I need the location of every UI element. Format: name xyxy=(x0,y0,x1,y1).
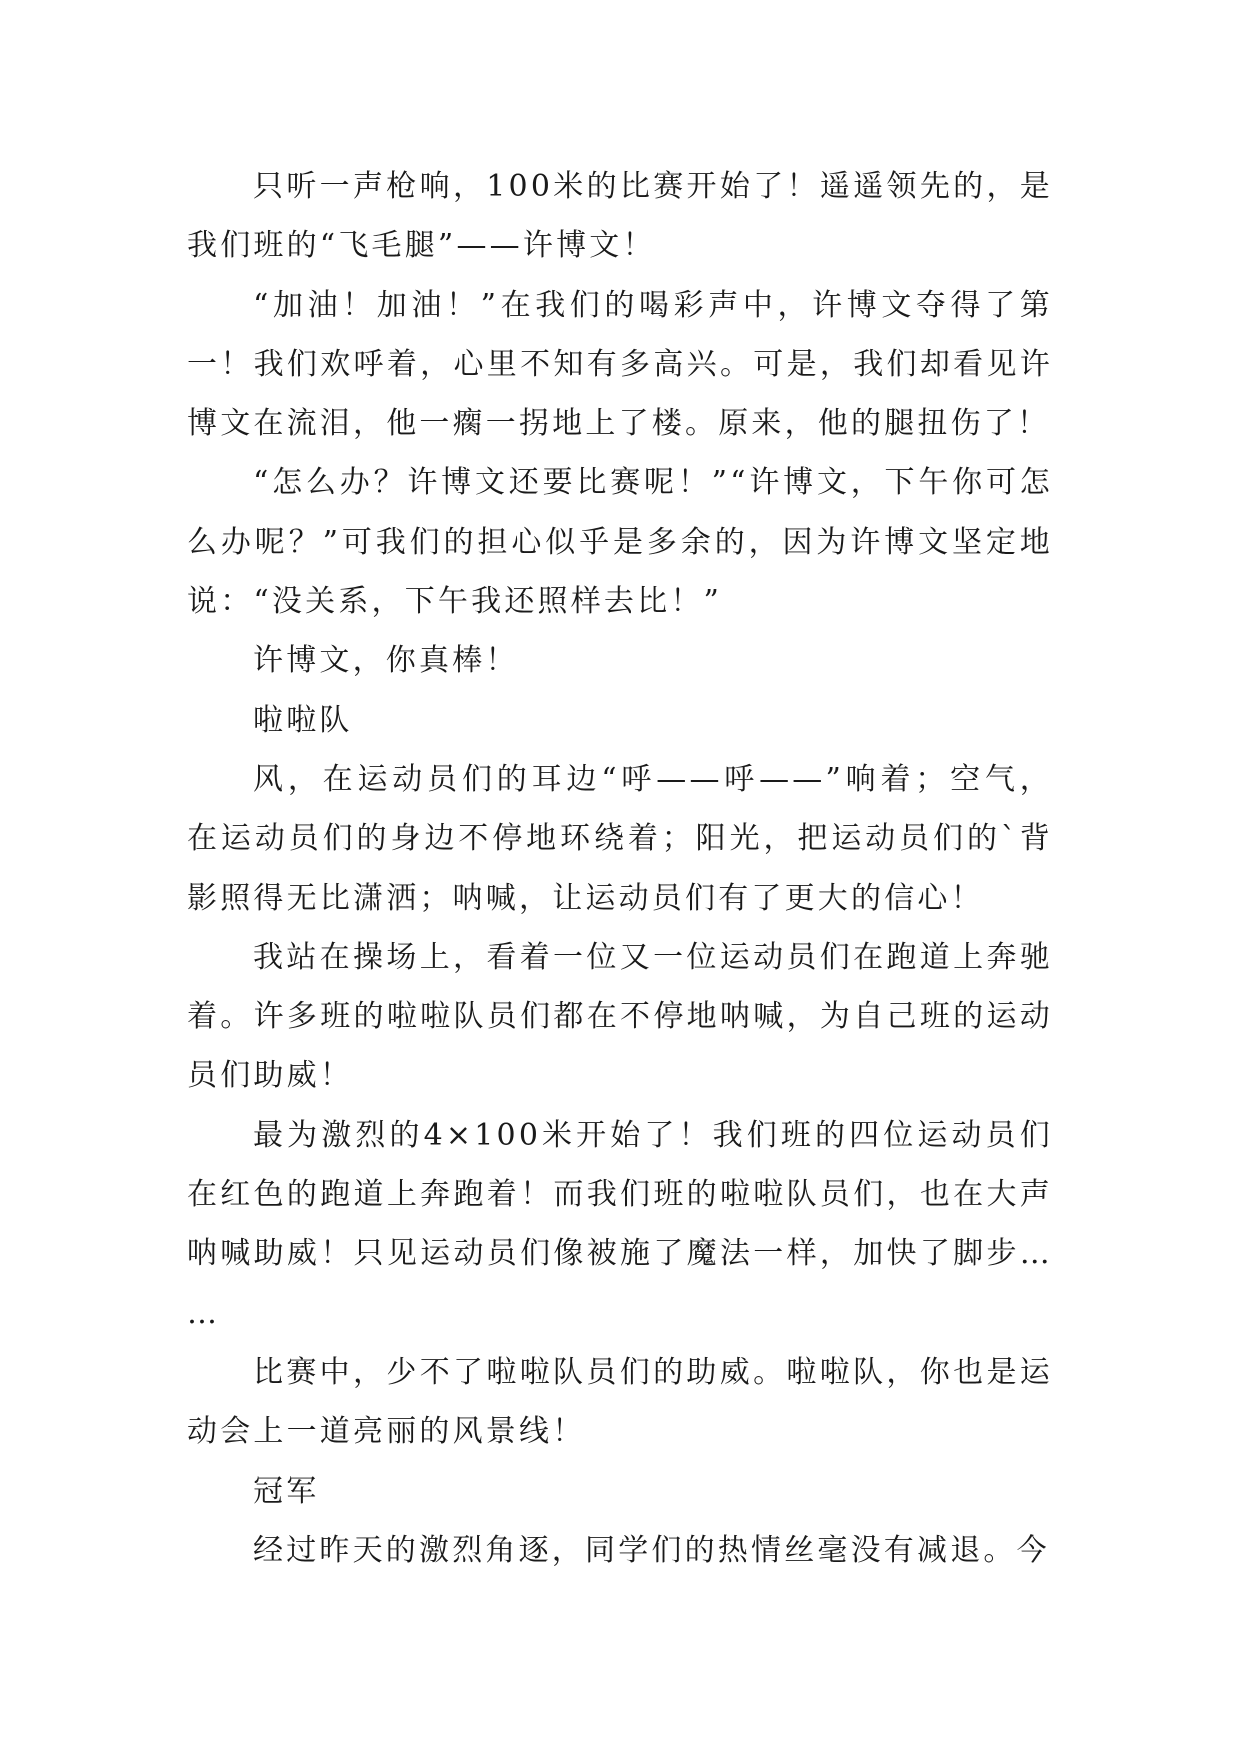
paragraph-praise: 许博文，你真棒！ xyxy=(253,643,519,679)
paragraph-afternoon-race: “怎么办？许博文还要比赛呢！”“许博文，下午你可怎么办呢？”可我们的担心似乎是多余的，因为许博文坚定地说：“没关系，下午我还照样去比！” xyxy=(187,465,1053,620)
paragraph-relay: 最为激烈的4×100米开始了！我们班的四位运动员们在红色的跑道上奔跑着！而我们班的啦啦队员们，也在大声呐喊助威！只见运动员们像被施了魔法一样，加快了脚步…… xyxy=(187,1117,1053,1331)
section-heading-cheerleaders: 啦啦队 xyxy=(253,702,353,738)
paragraph-first-place: “加油！加油！”在我们的喝彩声中，许博文夺得了第一！我们欢呼着，心里不知有多高兴。可是，我们却看见许博文在流泪，他一瘸一拐地上了楼。原来，他的腿扭伤了！ xyxy=(187,287,1053,442)
section-heading-champion: 冠军 xyxy=(253,1473,320,1509)
paragraph-wind: 风，在运动员们的耳边“呼——呼——”响着；空气，在运动员们的身边不停地环绕着；阳光，把运动员们的`背影照得无比潇洒；呐喊，让运动员们有了更大的信心！ xyxy=(187,761,1053,916)
document-body xyxy=(187,157,1053,1580)
paragraph-race-start: 只听一声枪响，100米的比赛开始了！遥遥领先的，是我们班的“飞毛腿”——许博文！ xyxy=(187,169,1053,264)
paragraph-scenery: 比赛中，少不了啦啦队员们的助威。啦啦队，你也是运动会上一道亮丽的风景线！ xyxy=(187,1354,1053,1450)
paragraph-playground: 我站在操场上，看着一位又一位运动员们在跑道上奔驰着。许多班的啦啦队员们都在不停地呐喊，为自己班的运动员们助威！ xyxy=(187,939,1053,1094)
paragraph-continued: 经过昨天的激烈角逐，同学们的热情丝毫没有减退。今 xyxy=(253,1532,1050,1568)
